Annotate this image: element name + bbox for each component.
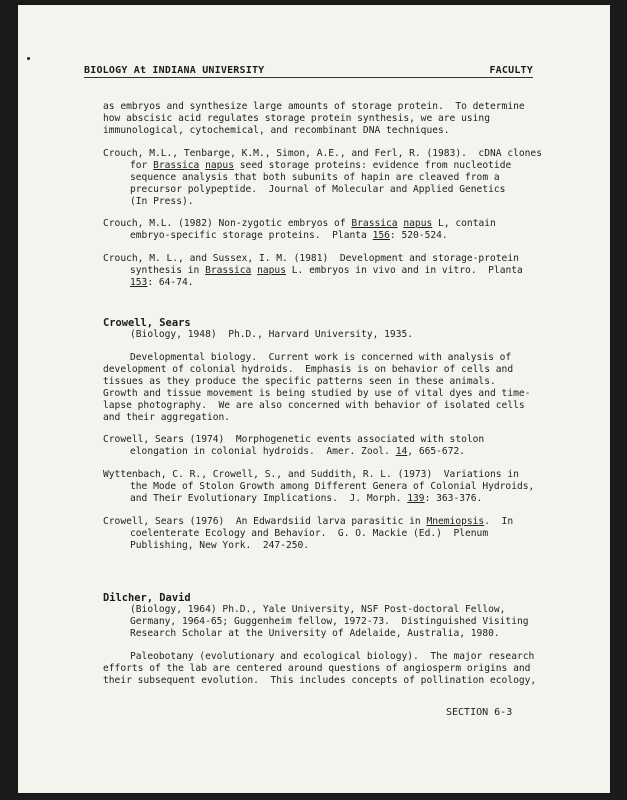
dilcher-desc-line-2: efforts of the lab are centered around questions of angiosperm origins and — [103, 663, 531, 674]
crouch-ref3-line-1: Crouch, M. L., and Sussex, I. M. (1981) Development and storage-protein — [103, 253, 519, 264]
crowell-name: Crowell, Sears — [103, 317, 191, 329]
intro-line-1: as embryos and synthesize large amounts of storage protein. To determine — [103, 101, 525, 112]
dilcher-name: Dilcher, David — [103, 592, 191, 604]
crowell-ref1-line-2: elongation in colonial hydroids. Amer. Zool. 14, 665-672. — [130, 446, 466, 457]
dilcher-desc-line-1: Paleobotany (evolutionary and ecological biology). The major research — [130, 651, 535, 662]
crouch-ref3-line-2: synthesis in Brassica napus L. embryos in vivo and in vitro. Planta — [130, 265, 523, 276]
crowell-desc-line-3: tissues as they produce the specific patterns seen in these animals. — [103, 376, 496, 387]
crouch-ref2-line-1: Crouch, M.L. (1982) Non-zygotic embryos of Brassica napus L, contain — [103, 218, 496, 229]
crowell-ref3-line-2: coelenterate Ecology and Behavior. G. O. Mackie (Ed.) Plenum — [130, 528, 489, 539]
page-header — [84, 63, 533, 78]
crowell-degree: (Biology, 1948) Ph.D., Harvard University, 1935. — [130, 329, 414, 340]
crowell-ref2-line-3: and Their Evolutionary Implications. J. Morph. 139: 363-376. — [130, 493, 483, 504]
crowell-ref1-line-1: Crowell, Sears (1974) Morphogenetic events associated with stolon — [103, 434, 485, 445]
intro-line-2: how abscisic acid regulates storage protein synthesis, we are using — [103, 113, 490, 124]
dilcher-degree-line-2: Germany, 1964-65; Guggenheim fellow, 1972-73. Distinguished Visiting — [130, 616, 529, 627]
crouch-ref1-line-5: (In Press). — [130, 196, 194, 207]
crowell-ref2-line-1: Wyttenbach, C. R., Crowell, S., and Suddith, R. L. (1973) Variations in — [103, 469, 519, 480]
crouch-ref1-line-4: precursor polypeptide. Journal of Molecular and Applied Genetics — [130, 184, 506, 195]
crowell-ref3-line-1: Crowell, Sears (1976) An Edwardsiid larva parasitic in Mnemiopsis. In — [103, 516, 514, 527]
crowell-desc-line-4: Growth and tissue movement is being studied by use of vital dyes and time- — [103, 388, 531, 399]
crouch-ref2-line-2: embryo-specific storage proteins. Planta 156: 520-524. — [130, 230, 448, 241]
crowell-desc-line-6: and their aggregation. — [103, 412, 231, 423]
dilcher-degree-line-3: Research Scholar at the University of Adelaide, Australia, 1980. — [130, 628, 500, 639]
crowell-desc-line-1: Developmental biology. Current work is concerned with analysis of — [130, 352, 512, 363]
dilcher-desc-line-3: their subsequent evolution. This includes concepts of pollination ecology, — [103, 675, 537, 686]
crowell-ref2-line-2: the Mode of Stolon Growth among Different Genera of Colonial Hydroids, — [130, 481, 535, 492]
header-section: FACULTY — [489, 65, 533, 76]
crouch-ref3-line-3: 153: 64-74. — [130, 277, 194, 288]
crowell-desc-line-2: development of colonial hydroids. Emphasis is on behavior of cells and — [103, 364, 514, 375]
page-footer-section-number: SECTION 6-3 — [446, 707, 513, 718]
crouch-ref1-line-3: sequence analysis that both subunits of hapin are cleaved from a — [130, 172, 500, 183]
header-institution: BIOLOGY At INDIANA UNIVERSITY — [84, 65, 265, 76]
crouch-ref1-line-1: Crouch, M.L., Tenbarge, K.M., Simon, A.E., and Ferl, R. (1983). cDNA clones — [103, 148, 542, 159]
dilcher-degree-line-1: (Biology, 1964) Ph.D., Yale University, NSF Post-doctoral Fellow, — [130, 604, 506, 615]
ink-speck — [27, 57, 30, 60]
intro-line-3: immunological, cytochemical, and recombinant DNA techniques. — [103, 125, 450, 136]
crowell-desc-line-5: lapse photography. We are also concerned with behavior of isolated cells — [103, 400, 525, 411]
crowell-ref3-line-3: Publishing, New York. 247-250. — [130, 540, 310, 551]
crouch-ref1-line-2: for Brassica napus seed storage proteins: evidence from nucleotide — [130, 160, 512, 171]
